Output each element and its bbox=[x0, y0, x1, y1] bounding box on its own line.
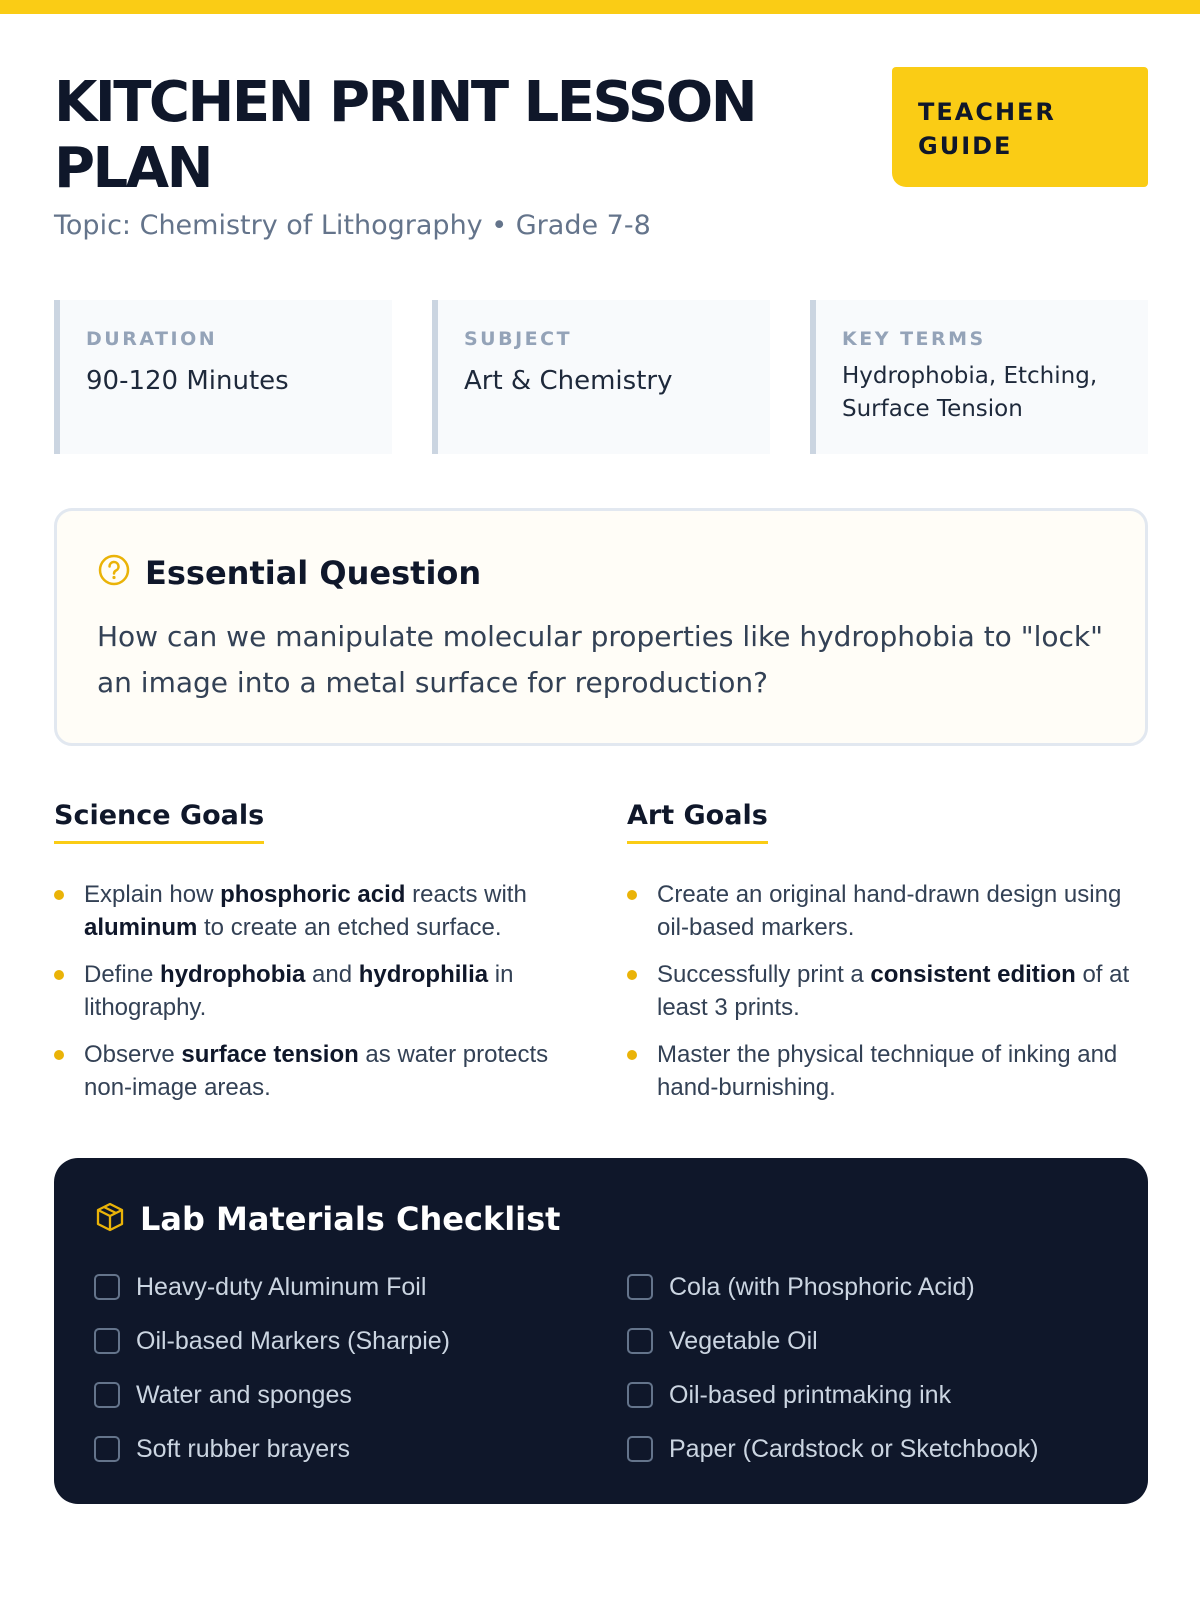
list-item: Successfully print a consistent edition of at least 3 prints. bbox=[627, 958, 1147, 1024]
checklist-item[interactable] bbox=[627, 1260, 1127, 1314]
teacher-guide-badge bbox=[892, 67, 1148, 187]
list-item: Explain how phosphoric acid reacts with aluminum to create an etched surface. bbox=[54, 878, 574, 944]
checklist-label: Cola (with Phosphoric Acid) bbox=[669, 1272, 975, 1301]
page-subtitle: Topic: Chemistry of Lithography • Grade 7-8 bbox=[54, 210, 651, 241]
checkbox[interactable] bbox=[94, 1436, 120, 1462]
checklist-label: Heavy-duty Aluminum Foil bbox=[136, 1272, 427, 1301]
top-accent-bar bbox=[0, 0, 1200, 14]
checklist-item[interactable] bbox=[94, 1314, 594, 1368]
lab-materials-checklist bbox=[54, 1158, 1148, 1504]
question-text: How can we manipulate molecular properties like hydrophobia to "lock" an image into a metal surface for reproduction? bbox=[97, 620, 1103, 699]
checkbox[interactable] bbox=[94, 1382, 120, 1408]
checklist-item[interactable] bbox=[627, 1422, 1127, 1476]
checkbox[interactable] bbox=[627, 1382, 653, 1408]
checkbox[interactable] bbox=[94, 1328, 120, 1354]
checklist-label: Paper (Cardstock or Sketchbook) bbox=[669, 1434, 1039, 1463]
checklist-label: Oil-based printmaking ink bbox=[669, 1380, 952, 1409]
question-title: Essential Question bbox=[145, 553, 482, 592]
stat-value: 90-120 Minutes bbox=[86, 366, 289, 396]
art-goals bbox=[627, 800, 1147, 1118]
stat-subject bbox=[432, 300, 770, 454]
stat-label: KEY TERMS bbox=[842, 328, 986, 350]
question-circle-icon bbox=[97, 553, 131, 592]
lesson-stats bbox=[54, 300, 1148, 454]
badge-label: TEACHER GUIDE bbox=[918, 98, 1056, 160]
art-goals-title: Art Goals bbox=[627, 800, 768, 844]
checklist-label: Vegetable Oil bbox=[669, 1326, 818, 1355]
checklist-item[interactable] bbox=[94, 1422, 594, 1476]
header bbox=[54, 70, 1148, 241]
checklist-item[interactable] bbox=[94, 1260, 594, 1314]
lab-title: Lab Materials Checklist bbox=[140, 1200, 561, 1238]
science-goals bbox=[54, 800, 574, 1118]
stat-value: Hydrophobia, Etching, Surface Tension bbox=[842, 363, 1098, 422]
stat-label: SUBJECT bbox=[464, 328, 573, 350]
checkbox[interactable] bbox=[627, 1436, 653, 1462]
checklist-label: Water and sponges bbox=[136, 1380, 352, 1409]
science-goals-title: Science Goals bbox=[54, 800, 264, 844]
stat-value: Art & Chemistry bbox=[464, 366, 673, 396]
essential-question-card bbox=[54, 508, 1148, 746]
stat-label: DURATION bbox=[86, 328, 218, 350]
page-title: KITCHEN PRINT LESSON PLAN bbox=[54, 70, 756, 201]
list-item: Define hydrophobia and hydrophilia in lithography. bbox=[54, 958, 574, 1024]
checklist-label: Soft rubber brayers bbox=[136, 1434, 350, 1463]
checklist-label: Oil-based Markers (Sharpie) bbox=[136, 1326, 450, 1355]
package-icon bbox=[94, 1201, 126, 1238]
list-item: Observe surface tension as water protects non-image areas. bbox=[54, 1038, 574, 1104]
checkbox[interactable] bbox=[94, 1274, 120, 1300]
checklist-item[interactable] bbox=[627, 1368, 1127, 1422]
checklist-item[interactable] bbox=[94, 1368, 594, 1422]
checkbox[interactable] bbox=[627, 1328, 653, 1354]
stat-duration bbox=[54, 300, 392, 454]
checkbox[interactable] bbox=[627, 1274, 653, 1300]
list-item: Master the physical technique of inking and hand-burnishing. bbox=[627, 1038, 1147, 1104]
stat-key-terms bbox=[810, 300, 1148, 454]
checklist-item[interactable] bbox=[627, 1314, 1127, 1368]
list-item: Create an original hand-drawn design using oil-based markers. bbox=[627, 878, 1147, 944]
